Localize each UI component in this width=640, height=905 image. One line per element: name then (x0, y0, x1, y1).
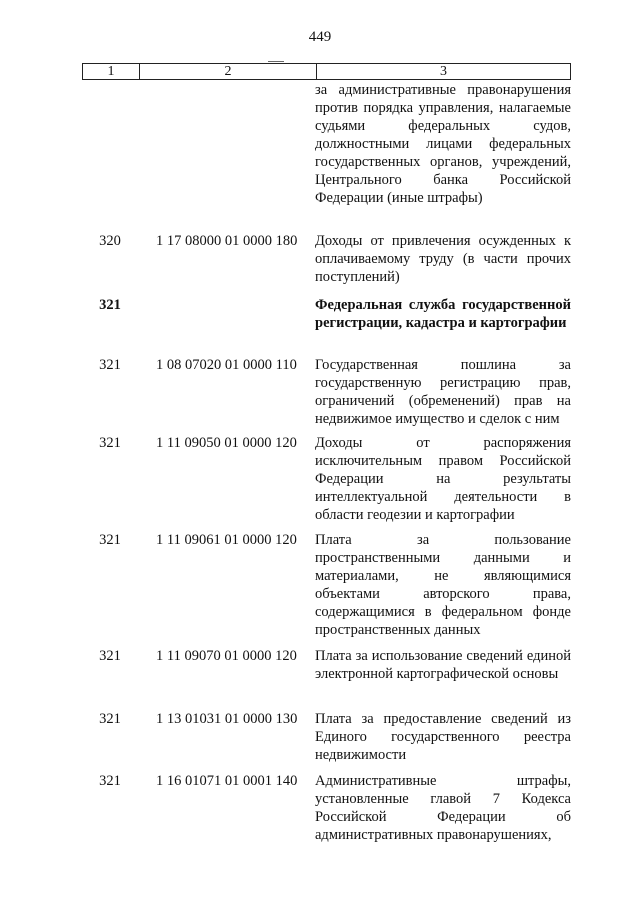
row-description: Административные штрафы, установленные главой 7 Кодекса Российской Федерации об административных правонарушениях, (315, 773, 571, 843)
row-number: 321 (99, 773, 121, 789)
row-number: 321 (99, 297, 121, 313)
row-number: 321 (99, 532, 121, 548)
row-description: Плата за использование сведений единой электронной картографической основы (315, 648, 571, 682)
row-description: Плата за пользование пространственными данными и материалами, не являющимися объектами авторского права, содержащимися в федеральном фонде пространственных данных (315, 532, 571, 638)
row-description: Государственная пошлина за государственную регистрацию прав, ограничений (обременений) прав на недвижимое имущество и сделок с ним (315, 357, 571, 427)
header-col-1: 1 (83, 64, 140, 79)
budget-code: 1 11 09070 01 0000 120 (156, 648, 297, 664)
row-number: 321 (99, 435, 121, 451)
row-description: Доходы от привлечения осужденных к оплачиваемому труду (в части прочих поступлений) (315, 233, 571, 285)
row-number: 321 (99, 357, 121, 373)
budget-code: 1 17 08000 01 0000 180 (156, 233, 298, 249)
header-mark (268, 61, 284, 62)
header-col-2: 2 (140, 64, 317, 79)
budget-code: 1 16 01071 01 0001 140 (156, 773, 298, 789)
section-heading: Федеральная служба государственной регистрации, кадастра и картографии (315, 297, 571, 331)
row-number: 321 (99, 711, 121, 727)
budget-code: 1 11 09050 01 0000 120 (156, 435, 297, 451)
row-number: 320 (99, 233, 121, 249)
budget-code: 1 08 07020 01 0000 110 (156, 357, 297, 373)
table-header (82, 63, 571, 80)
budget-code: 1 13 01031 01 0000 130 (156, 711, 298, 727)
row-description: за административные правонарушения против порядка управления, налагаемые судьями федеральных судов, должностными лицами федеральных государственных органов, учреждений, Центрального банка Российской Федерации (иные штрафы) (315, 82, 571, 206)
page-number: 449 (308, 29, 332, 45)
budget-code: 1 11 09061 01 0000 120 (156, 532, 297, 548)
header-col-3: 3 (440, 64, 447, 79)
row-description: Доходы от распоряжения исключительным правом Российской Федерации на результаты интеллектуальной деятельности в области геодезии и картографии (315, 435, 571, 523)
row-number: 321 (99, 648, 121, 664)
row-description: Плата за предоставление сведений из Единого государственного реестра недвижимости (315, 711, 571, 763)
